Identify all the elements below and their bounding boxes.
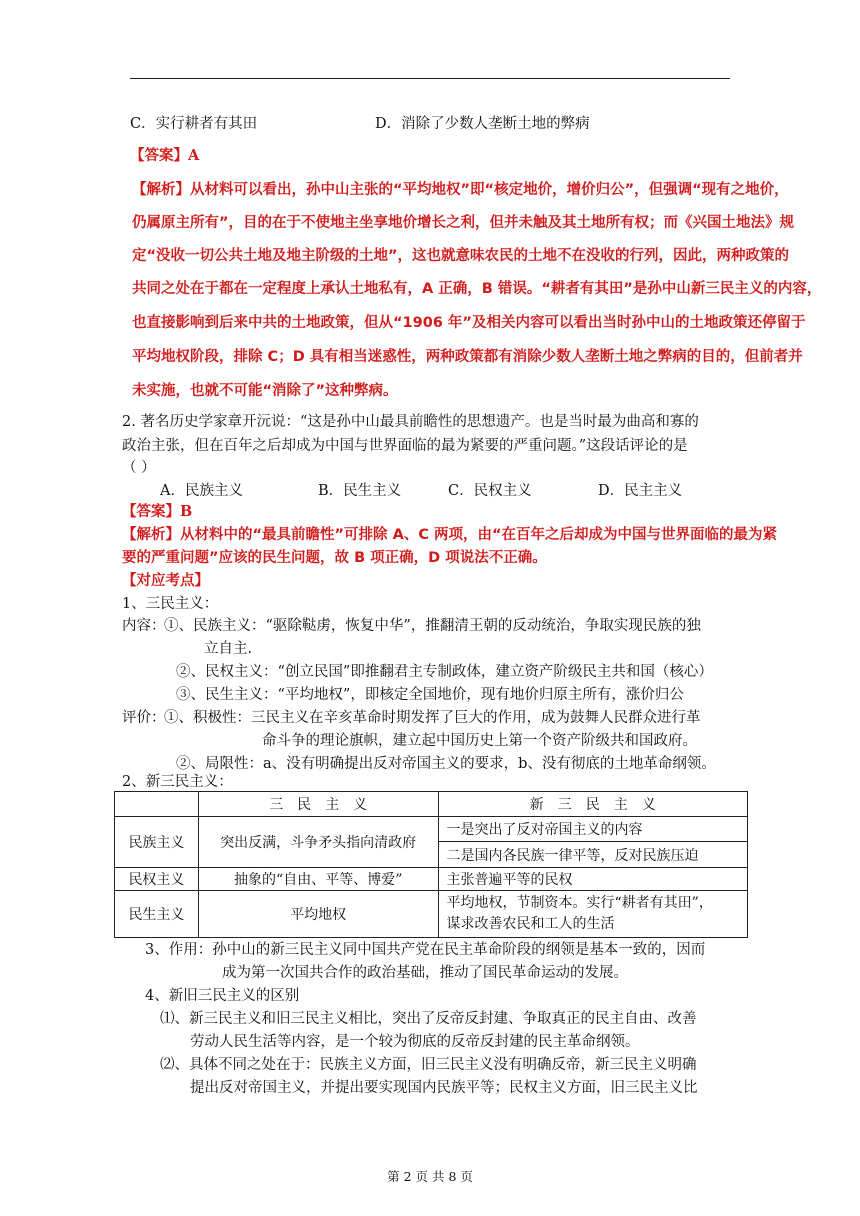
diff-item-2: ⑵、具体不同之处在于：民族主义方面，旧三民主义没有明确反帝，新三民主义明确: [160, 1057, 697, 1073]
content-item-2: ②、民权主义：“创立民国”即推翻君主专制政体，建立资产阶级民主共和国（核心）: [176, 664, 713, 680]
diff-item-1-cont: 劳动人民生活等内容，是一个较为彻底的反帝反封建的民主革命纲领。: [190, 1034, 640, 1050]
analysis-line: 也直接影响到后来中共的土地政策，但从“1906 年”及相关内容可以看出当时孙中山的土地政策还停留于: [132, 315, 806, 331]
q2-option-b: B．民生主义: [318, 483, 402, 499]
row2-old: 抽象的“自由、平等、博爱”: [198, 868, 438, 891]
row1-new-b: 二是国内各民族一律平等，反对民族压迫: [438, 842, 748, 868]
section-1-title: 1、三民主义：: [122, 596, 219, 612]
key-points-heading: 【对应考点】: [122, 572, 209, 589]
content-label: 内容：: [122, 618, 166, 634]
evaluation-item-1: ①、积极性：三民主义在辛亥革命时期发挥了巨大的作用，成为鼓舞人民群众进行革: [164, 710, 701, 726]
header-rule: [130, 78, 730, 79]
section-2-title: 2、新三民主义：: [122, 774, 233, 790]
analysis-line: 共同之处在于都在一定程度上承认土地私有，A 正确，B 错误。“耕者有其田”是孙中山新三民主义的内容，: [132, 281, 822, 297]
row2-new: 主张普遍平等的民权: [438, 868, 748, 891]
table-row: [115, 817, 748, 842]
q2-option-d: D．民主主义: [598, 483, 683, 499]
row3-new-line: 平均地权，节制资本。实行“耕者有其田”，: [446, 895, 713, 911]
content-item-1-cont: 立自主.: [204, 641, 253, 657]
evaluation-item-1-cont: 命斗争的理论旗帜，建立起中国历史上第一个资产阶级共和国政府。: [262, 733, 697, 749]
analysis-line: 【解析】从材料可以看出，孙中山主张的“平均地权”即“核定地价，增价归公”，但强调“现有之地价，: [132, 182, 789, 198]
q2-stem-line: 2. 著名历史学家章开沅说：“这是孙中山最具前瞻性的思想遗产。也是当时最为曲高和寡的: [122, 414, 699, 430]
row3-old: 平均地权: [198, 891, 438, 938]
content-item-3: ③、民生主义：“平均地权”，即核定全国地价，现有地价归原主所有，涨价归公: [176, 687, 684, 703]
analysis-line: 平均地权阶段，排除 C；D 具有相当迷惑性，两种政策都有消除少数人垄断土地之弊病的目的，但前者并: [132, 349, 803, 365]
header-new: 新 三 民 主 义: [438, 792, 748, 817]
section-3-line: 3、作用：孙中山的新三民主义同中国共产党在民主革命阶段的纲领是基本一致的，因而: [145, 942, 706, 958]
q2-stem-line: （ ）: [122, 460, 156, 476]
table-header-row: [115, 792, 748, 817]
evaluation-item-2: ②、局限性：a、没有明确提出反对帝国主义的要求，b、没有彻底的土地革命纲领。: [176, 756, 716, 772]
q2-answer: 【答案】B: [122, 503, 193, 520]
analysis-line: 仍属原主所有”，目的在于不使地主坐享地价增长之利，但并未触及其土地所有权；而《兴国土地法》规: [132, 215, 795, 231]
q1-answer: 【答案】A: [130, 147, 200, 164]
table-row: [115, 868, 748, 891]
evaluation-label: 评价：: [122, 710, 166, 726]
page-footer: 第 2 页 共 8 页: [387, 1169, 473, 1184]
content-item-1: ①、民族主义：“驱除鞑虏，恢复中华”，推翻清王朝的反动统治，争取实现民族的独: [164, 618, 701, 634]
row1-old: 突出反满，斗争矛头指向清政府: [198, 817, 438, 868]
analysis-line: 未实施，也就不可能“消除了”这种弊病。: [132, 383, 398, 399]
section-4-title: 4、新旧三民主义的区别: [145, 988, 300, 1004]
comparison-table: [114, 791, 748, 938]
diff-item-2-cont: 提出反对帝国主义，并提出要实现国内民族平等；民权主义方面，旧三民主义比: [190, 1080, 698, 1096]
row-label-nationalism: 民族主义: [115, 817, 199, 868]
row1-new-a: 一是突出了反对帝国主义的内容: [438, 817, 748, 842]
analysis-line: 定“没收一切公共土地及地主阶级的土地”，这也就意味农民的土地不在没收的行列，因此，两种政策的: [132, 248, 790, 264]
q2-analysis-line: 【解析】从材料中的“最具前瞻性”可排除 A、C 两项，由“在百年之后却成为中国与世界面临的最为紧: [122, 527, 778, 543]
q2-analysis-line: 要的严重问题”应该的民生问题，故 B 项正确，D 项说法不正确。: [122, 550, 547, 566]
q2-option-c: C．民权主义: [448, 483, 532, 499]
q1-option-d: D．消除了少数人垄断土地的弊病: [375, 116, 590, 132]
diff-item-1: ⑴、新三民主义和旧三民主义相比，突出了反帝反封建、争取真正的民主自由、改善: [160, 1011, 697, 1027]
row-label-democracy: 民权主义: [115, 868, 199, 891]
header-old: 三 民 主 义: [198, 792, 438, 817]
q2-option-a: A．民族主义: [160, 483, 243, 499]
row-label-livelihood: 民生主义: [115, 891, 199, 938]
row3-new-line: 谋求改善农民和工人的生活: [446, 916, 615, 932]
table-row: [115, 891, 748, 938]
q1-option-c: C．实行耕者有其田: [130, 116, 258, 132]
section-3-line-cont: 成为第一次国共合作的政治基础，推动了国民革命运动的发展。: [222, 965, 628, 981]
table-cell: [115, 792, 199, 817]
row3-new: [438, 891, 748, 938]
q2-stem-line: 政治主张，但在百年之后却成为中国与世界面临的最为紧要的严重问题。”这段话评论的是: [122, 438, 688, 454]
